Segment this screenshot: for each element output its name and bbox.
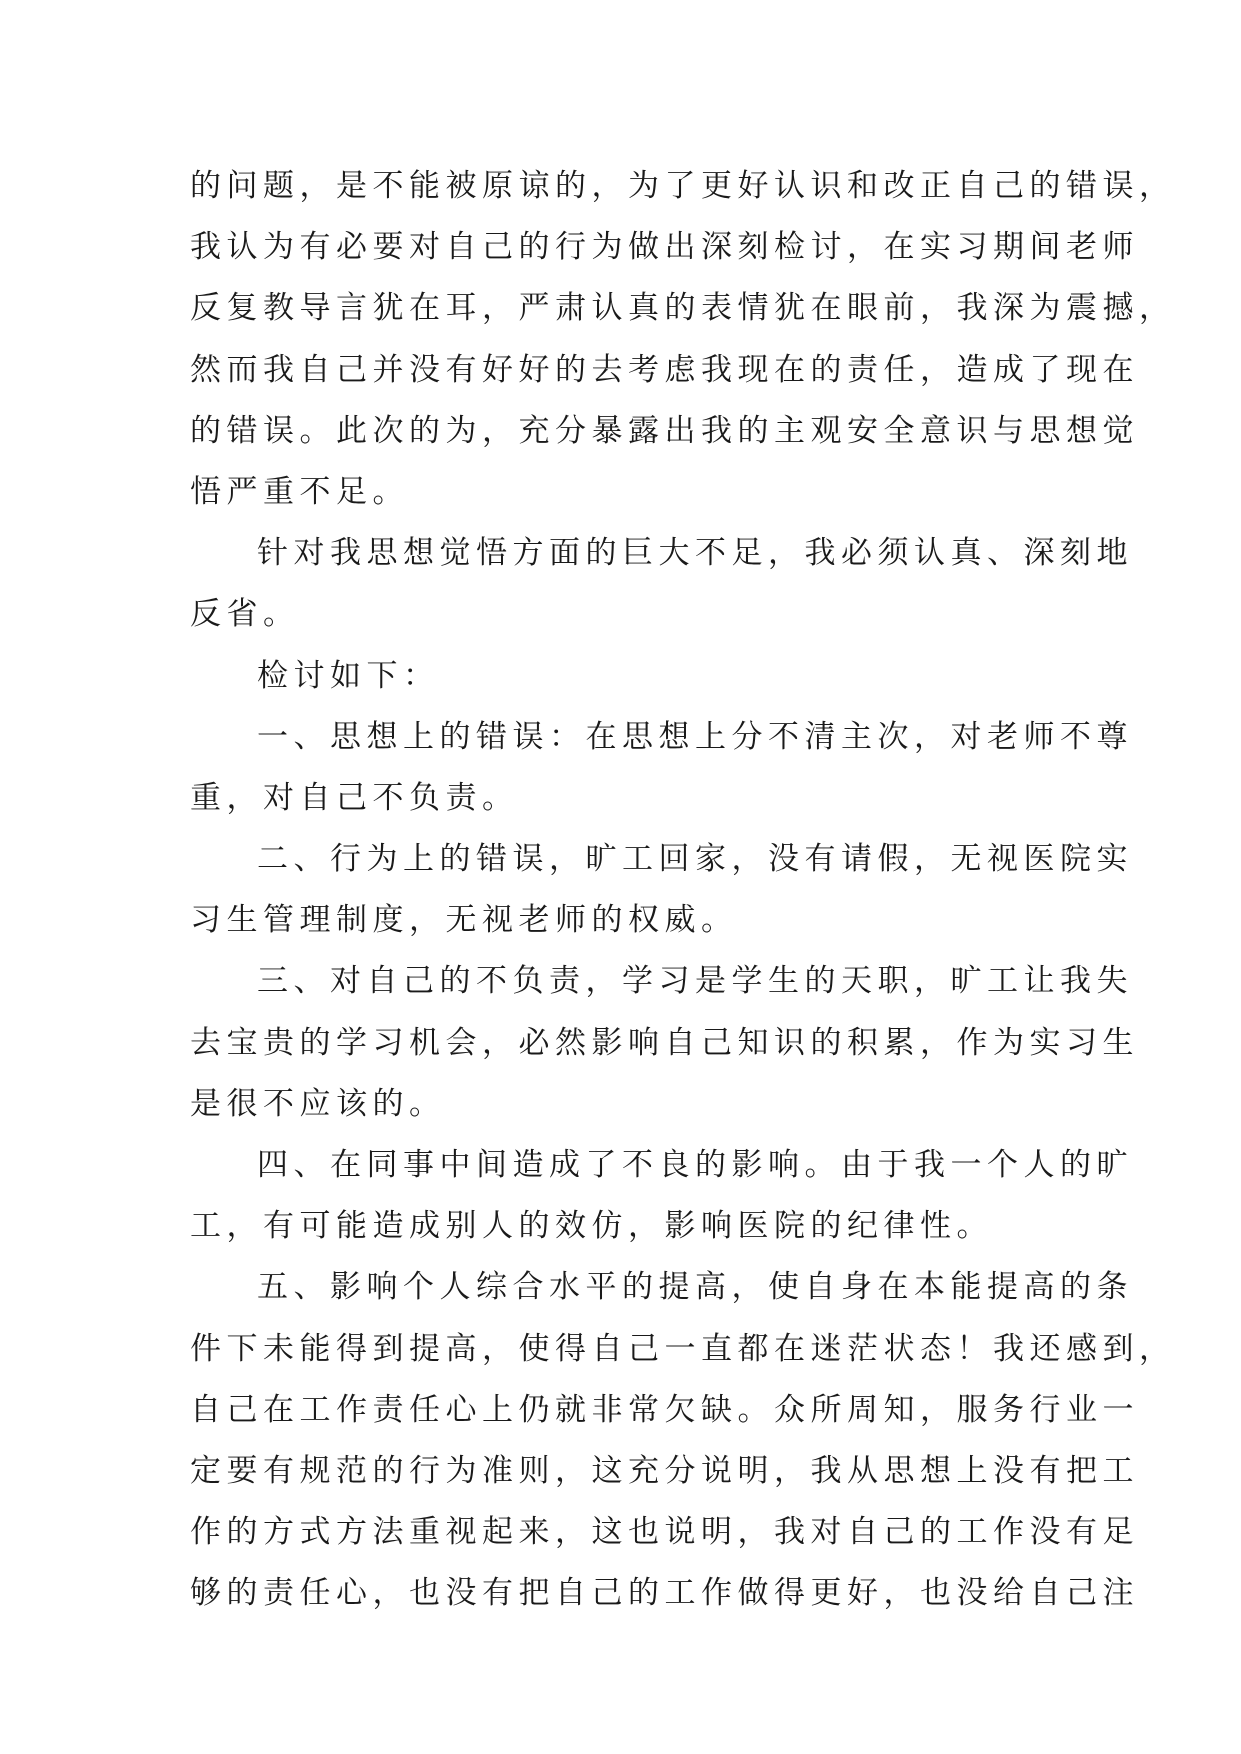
text-line-21: 自己在工作责任心上仍就非常欠缺。众所周知，服务行业一 [190, 1391, 1139, 1428]
text-line-11: 重，对自己不负责。 [190, 779, 519, 816]
text-line-15: 去宝贵的学习机会，必然影响自己知识的积累，作为实习生 [190, 1024, 1139, 1061]
text-line-19: 五、影响个人综合水平的提高，使自身在本能提高的条 [257, 1269, 1133, 1306]
text-line-5: 的错误。此次的为，充分暴露出我的主观安全意识与思想觉 [190, 412, 1139, 449]
text-line-14: 三、对自己的不负责，学习是学生的天职，旷工让我失 [257, 963, 1133, 1000]
text-line-8: 反省。 [190, 596, 300, 633]
text-line-9: 检讨如下： [257, 657, 440, 694]
text-line-12: 二、行为上的错误，旷工回家，没有请假，无视医院实 [257, 841, 1133, 878]
text-line-13: 习生管理制度，无视老师的权威。 [190, 902, 738, 939]
document-body [190, 156, 1176, 1625]
text-line-22: 定要有规范的行为准则，这充分说明，我从思想上没有把工 [190, 1452, 1139, 1489]
text-line-24: 够的责任心，也没有把自己的工作做得更好，也没给自己注 [190, 1575, 1139, 1612]
text-line-4: 然而我自己并没有好好的去考虑我现在的责任，造成了现在 [190, 351, 1139, 388]
text-line-6: 悟严重不足。 [190, 473, 409, 510]
text-line-3: 反复教导言犹在耳，严肃认真的表情犹在眼前，我深为震撼， [190, 290, 1176, 327]
text-line-20: 件下未能得到提高，使得自己一直都在迷茫状态！我还感到， [190, 1330, 1176, 1367]
text-line-7: 针对我思想觉悟方面的巨大不足，我必须认真、深刻地 [257, 535, 1133, 572]
text-line-2: 我认为有必要对自己的行为做出深刻检讨，在实习期间老师 [190, 229, 1139, 266]
text-line-23: 作的方式方法重视起来，这也说明，我对自己的工作没有足 [190, 1514, 1139, 1551]
text-line-16: 是很不应该的。 [190, 1085, 446, 1122]
text-line-10: 一、思想上的错误：在思想上分不清主次，对老师不尊 [257, 718, 1133, 755]
text-line-1: 的问题，是不能被原谅的，为了更好认识和改正自己的错误， [190, 168, 1176, 204]
text-line-17: 四、在同事中间造成了不良的影响。由于我一个人的旷 [257, 1147, 1133, 1183]
text-line-18: 工，有可能造成别人的效仿，影响医院的纪律性。 [190, 1208, 993, 1245]
